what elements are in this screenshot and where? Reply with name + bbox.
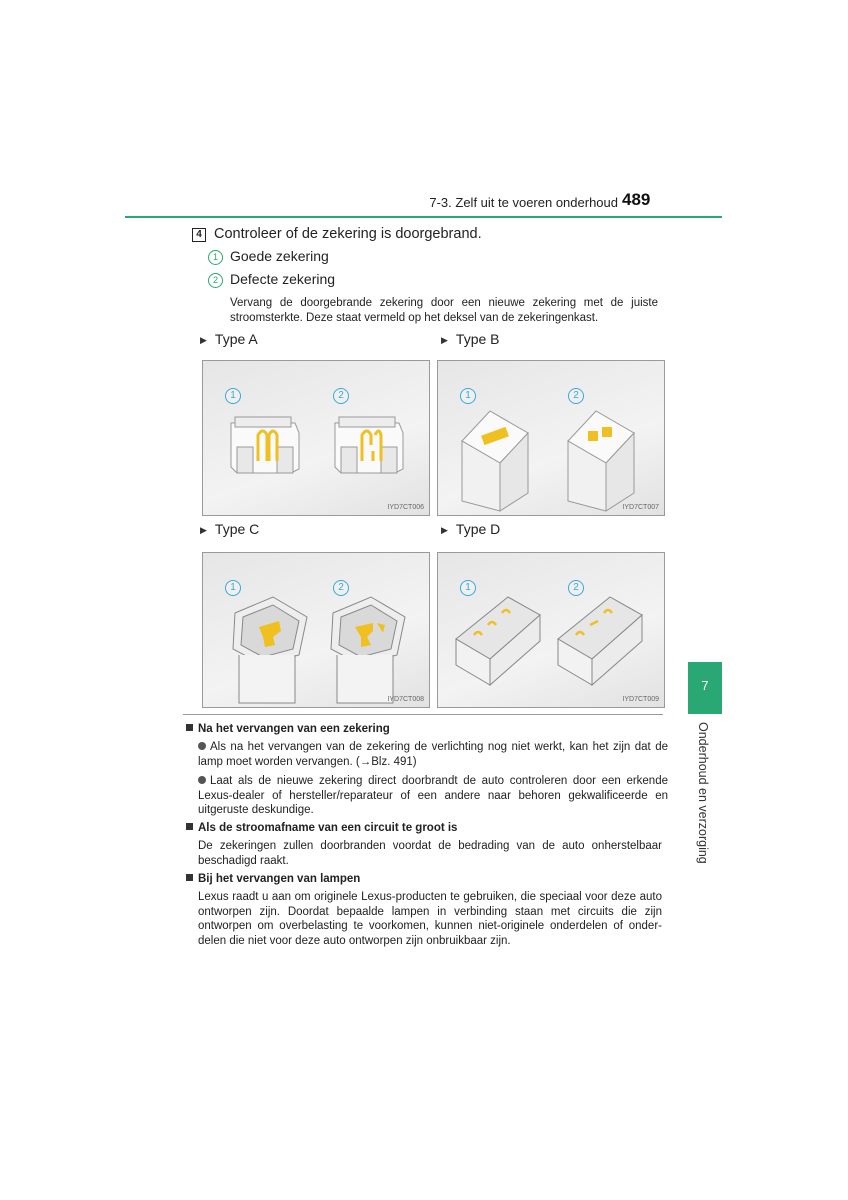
chapter-tab: 7 — [688, 662, 722, 714]
bullet-dot-icon — [198, 776, 206, 784]
section-title: 7-3. Zelf uit te voeren onderhoud — [429, 195, 618, 210]
illustration-code: IYD7CT007 — [622, 504, 659, 511]
illustration-code: IYD7CT006 — [387, 504, 424, 511]
type-a-label: ▶ Type A — [200, 331, 258, 347]
fuse-type-b-drawing — [438, 361, 664, 515]
page-number: 489 — [622, 190, 651, 209]
item-number-2: 2 — [208, 273, 223, 288]
bullet-item: Als na het vervangen van de zekering de verlichting nog niet werkt, kan het zijn dat de lamp moet worden vervangen. (→Blz. 491) — [198, 741, 668, 768]
section-heading-circuit-overload: Als de stroomafname van een circuit te groot is — [186, 822, 457, 834]
fuse-illustration-type-d — [437, 552, 665, 708]
triangle-bullet-icon: ▶ — [441, 335, 448, 345]
illustration-code: IYD7CT009 — [622, 696, 659, 703]
square-bullet-icon — [186, 823, 193, 830]
type-b-label: ▶ Type B — [441, 331, 500, 347]
bullet-item: Laat als de nieuwe zekering direct doorbrandt de auto controleren door een erkende Lexus-dealer of hersteller/reparateur of een andere naar behoren gekwalificeerde en uitgeruste deskundige. — [198, 775, 668, 816]
type-c-label: ▶ Type C — [200, 521, 260, 537]
fuse-type-c-drawing — [203, 553, 429, 707]
bullet-dot-icon — [198, 742, 206, 750]
item-label-defect-fuse: Defecte zekering — [230, 271, 336, 287]
illustration-number-1: 1 — [225, 580, 241, 596]
illustration-number-1: 1 — [225, 388, 241, 404]
fuse-type-d-drawing — [438, 553, 664, 707]
header-rule — [125, 216, 722, 218]
illustration-number-2: 2 — [333, 388, 349, 404]
fuse-illustration-type-b — [437, 360, 665, 516]
item-label-good-fuse: Goede zekering — [230, 248, 329, 264]
step-number: 4 — [192, 228, 206, 242]
step-text: Controleer of de zekering is doorgebrand. — [214, 226, 482, 242]
instruction-paragraph: Vervang de doorgebrande zekering door een nieuwe zekering met de juiste stroomsterkte. Deze staat vermeld op het deksel van de zekeringenkast. — [230, 297, 658, 324]
illustration-number-2: 2 — [568, 580, 584, 596]
section-heading-replacing-lamps: Bij het vervangen van lampen — [186, 873, 360, 885]
section-divider — [183, 714, 663, 715]
section-heading-after-replacing: Na het vervangen van een zekering — [186, 723, 390, 735]
illustration-code: IYD7CT008 — [387, 696, 424, 703]
section-body: De zekeringen zullen doorbranden voordat de bedrading van de auto onherstelbaar beschadigd raakt. — [198, 840, 662, 867]
type-d-label: ▶ Type D — [441, 521, 501, 537]
square-bullet-icon — [186, 874, 193, 881]
triangle-bullet-icon: ▶ — [200, 335, 207, 345]
fuse-illustration-type-a — [202, 360, 430, 516]
illustration-number-2: 2 — [568, 388, 584, 404]
triangle-bullet-icon: ▶ — [200, 525, 207, 535]
item-number-1: 1 — [208, 250, 223, 265]
triangle-bullet-icon: ▶ — [441, 525, 448, 535]
illustration-number-1: 1 — [460, 388, 476, 404]
fuse-type-a-drawing — [203, 361, 429, 515]
section-body: Lexus raadt u aan om originele Lexus-producten te gebruiken, die speciaal voor deze auto ontworpen zijn. Doordat bepaalde lampen in verbinding staan met circuits die zijn ontworpen om overbelasting te voorkomen, kunnen niet-originele onderdelen of onder-delen die niet voor deze auto ontworpen zijn onbruikbaar zijn. — [198, 891, 662, 947]
chapter-title: Onderhoud en verzorging — [696, 722, 710, 864]
illustration-number-1: 1 — [460, 580, 476, 596]
square-bullet-icon — [186, 724, 193, 731]
illustration-number-2: 2 — [333, 580, 349, 596]
fuse-illustration-type-c — [202, 552, 430, 708]
